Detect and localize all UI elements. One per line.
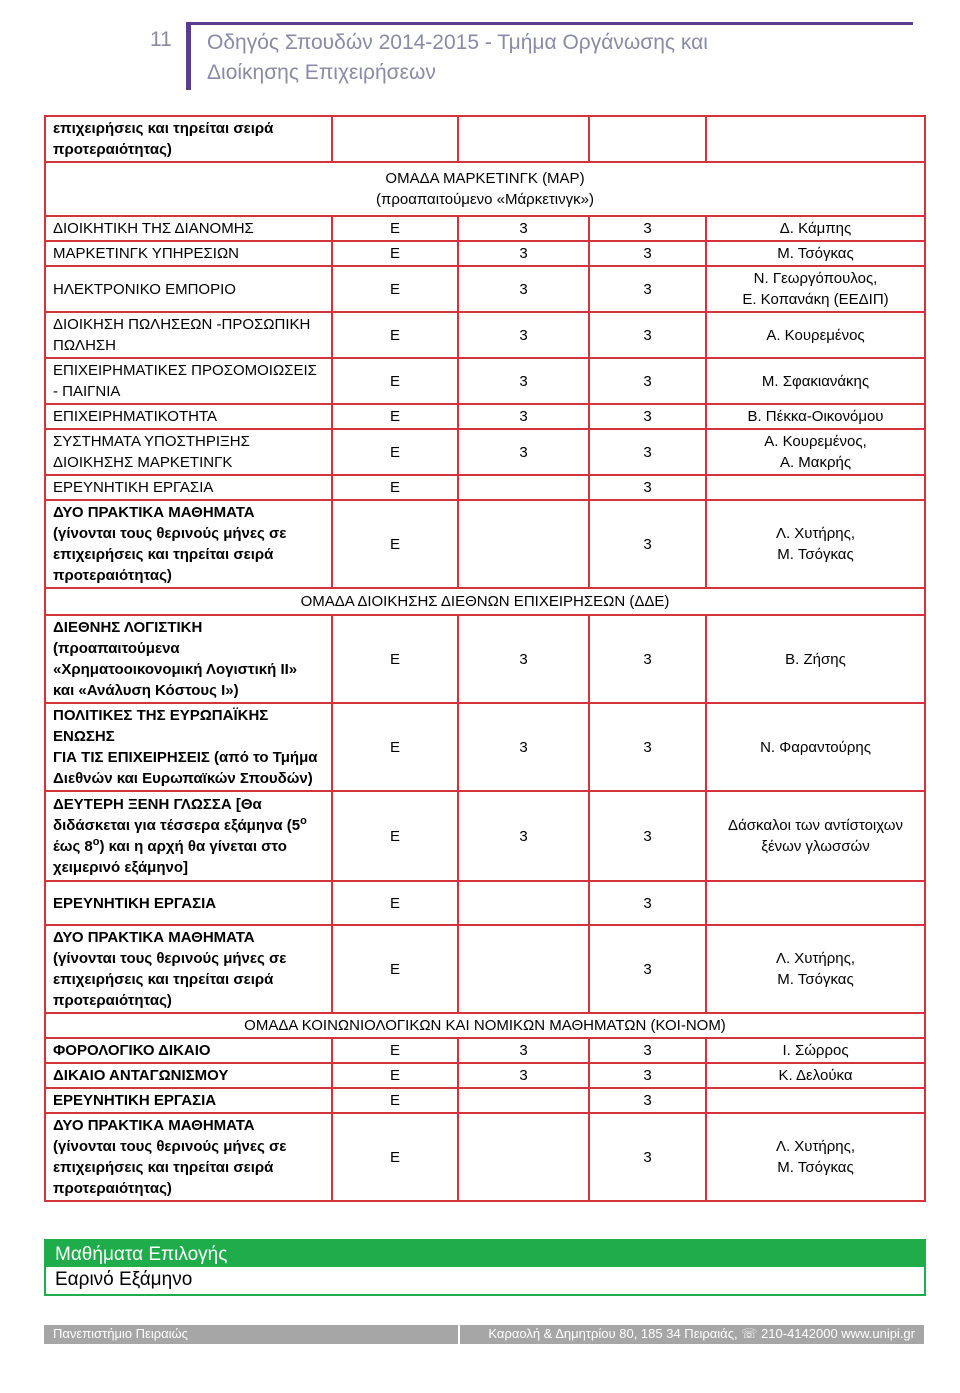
- course-name-line: [53, 836, 324, 857]
- empty-cell: [706, 116, 925, 162]
- teacher-name: Μ. Τσόγκας: [777, 1159, 854, 1176]
- teacher-name: Μ. Σφακιανάκης: [761, 372, 870, 390]
- course-teacher-cell: [706, 615, 925, 703]
- empty-cell: [332, 116, 458, 162]
- course-teacher-cell: [706, 925, 925, 1013]
- course-name-cell: [45, 1038, 332, 1063]
- footer-university: Πανεπιστήμιο Πειραιώς: [53, 1326, 188, 1341]
- course-ects: 3: [589, 925, 706, 1013]
- course-name-line: επιχειρήσεις και τηρείται σειρά: [53, 1159, 274, 1176]
- teacher-name: Ε. Κοπανάκη (ΕΕΔΙΠ): [742, 291, 889, 308]
- course-teacher-cell: [706, 1088, 925, 1113]
- course-row: [45, 615, 925, 703]
- teacher-name: Ν. Φαραντούρης: [760, 738, 871, 756]
- course-teacher-cell: [706, 500, 925, 588]
- course-ects: 3: [589, 241, 706, 266]
- course-ects: 3: [589, 1113, 706, 1201]
- course-name-line: ΣΥΣΤΗΜΑΤΑ ΥΠΟΣΤΗΡΙΞΗΣ: [53, 433, 250, 450]
- course-name-line: ΔΕΥΤΕΡΗ ΞΕΝΗ ΓΛΩΣΣΑ [Θα: [53, 796, 262, 813]
- course-name-line: (γίνονται τους θερινούς μήνες σε: [53, 525, 287, 542]
- course-hours: [458, 881, 589, 925]
- course-hours: 3: [458, 404, 589, 429]
- course-row: [45, 1088, 925, 1113]
- course-row: [45, 1113, 925, 1201]
- course-row: [45, 881, 925, 925]
- course-teacher-cell: [706, 216, 925, 241]
- course-name-line: επιχειρήσεις και τηρείται σειρά: [53, 120, 274, 137]
- course-type: Ε: [332, 1063, 458, 1088]
- course-hours: 3: [458, 1063, 589, 1088]
- superscript: ο: [92, 836, 100, 848]
- teacher-name: Α. Κουρεμένος: [766, 326, 865, 344]
- course-hours: 3: [458, 358, 589, 404]
- course-ects: 3: [589, 404, 706, 429]
- header-accent-bar: [186, 22, 191, 90]
- course-row: [45, 500, 925, 588]
- course-row: [45, 1038, 925, 1063]
- course-name-line: «Χρηματοοικονομική Λογιστική ΙΙ»: [53, 661, 298, 678]
- course-name-line: ΜΑΡΚΕΤΙΝΓΚ ΥΠΗΡΕΣΙΩΝ: [53, 245, 240, 262]
- course-hours: 3: [458, 791, 589, 881]
- course-name-line: επιχειρήσεις και τηρείται σειρά: [53, 971, 274, 988]
- page-footer: [44, 1325, 924, 1344]
- empty-cell: [589, 116, 706, 162]
- course-row: [45, 312, 925, 358]
- course-name-line: - ΠΑΙΓΝΙΑ: [53, 383, 121, 400]
- course-name-cell: [45, 216, 332, 241]
- course-name-line: [53, 815, 324, 836]
- text: έως 8: [53, 838, 93, 855]
- course-hours: 3: [458, 312, 589, 358]
- course-ects: 3: [589, 1038, 706, 1063]
- teacher-name: Κ. Δελούκα: [778, 1067, 853, 1084]
- course-ects: 3: [589, 358, 706, 404]
- course-name-line: (προαπαιτούμενα: [53, 640, 180, 657]
- course-type: Ε: [332, 1113, 458, 1201]
- course-ects: 3: [589, 1063, 706, 1088]
- course-ects: 3: [589, 615, 706, 703]
- course-type: Ε: [332, 266, 458, 312]
- course-teacher-cell: [706, 475, 925, 500]
- course-type: Ε: [332, 429, 458, 475]
- course-hours: [458, 925, 589, 1013]
- teacher-name: Ι. Σώρρος: [782, 1042, 849, 1059]
- teacher-name: Μ. Τσόγκας: [777, 245, 854, 262]
- course-teacher-cell: [706, 358, 925, 404]
- course-hours: 3: [458, 241, 589, 266]
- course-name-cell: [45, 791, 332, 881]
- course-name-line: ΕΠΙΧΕΙΡΗΜΑΤΙΚΕΣ ΠΡΟΣΟΜΟΙΩΣΕΙΣ: [53, 362, 317, 379]
- course-name-line: ΔΙΟΙΚΗΤΙΚΗ ΤΗΣ ΔΙΑΝΟΜΗΣ: [53, 220, 254, 237]
- course-name-line: ΔΙΕΘΝΗΣ ΛΟΓΙΣΤΙΚΗ: [53, 619, 203, 636]
- course-ects: 3: [589, 216, 706, 241]
- group-title: ΟΜΑΔΑ ΜΑΡΚΕΤΙΝΓΚ (ΜΑΡ): [385, 170, 585, 187]
- course-teacher-cell: [706, 266, 925, 312]
- course-name-line: ΔΥΟ ΠΡΑΚΤΙΚΑ ΜΑΘΗΜΑΤΑ: [53, 1117, 255, 1134]
- footer-separator: [458, 1325, 460, 1344]
- teacher-name: Λ. Χυτήρης,: [775, 1138, 856, 1155]
- course-name-cell: [45, 1113, 332, 1201]
- course-name-cell: [45, 429, 332, 475]
- course-row: [45, 703, 925, 791]
- course-name-line: προτεραιότητας): [53, 141, 172, 158]
- course-name-line: ΕΡΕΥΝΗΤΙΚΗ ΕΡΓΑΣΙΑ: [53, 479, 214, 496]
- course-name-line: ΕΡΕΥΝΗΤΙΚΗ ΕΡΓΑΣΙΑ: [53, 894, 217, 912]
- teacher-name: ξένων γλωσσών: [761, 838, 870, 855]
- course-name-cell: [45, 241, 332, 266]
- course-name-line: ΔΙΚΑΙΟ ΑΝΤΑΓΩΝΙΣΜΟΥ: [53, 1067, 229, 1084]
- course-name-line: ΔΙΟΙΚΗΣΗΣ ΜΑΡΚΕΤΙΝΓΚ: [53, 454, 233, 471]
- course-row: [45, 358, 925, 404]
- course-type: Ε: [332, 500, 458, 588]
- group-title: ΟΜΑΔΑ ΚΟΙΝΩΝΙΟΛΟΓΙΚΩΝ ΚΑΙ ΝΟΜΙΚΩΝ ΜΑΘΗΜΑΤΩΝ (ΚΟΙ-ΝΟΜ): [244, 1017, 726, 1034]
- teacher-name: Μ. Τσόγκας: [777, 546, 854, 563]
- header-title-line2: Διοίκησης Επιχειρήσεων: [207, 61, 436, 84]
- course-row-foreign-language: [45, 791, 925, 881]
- course-row: [45, 241, 925, 266]
- course-name-cell: [45, 925, 332, 1013]
- course-row: [45, 404, 925, 429]
- course-teacher-cell: [706, 241, 925, 266]
- course-teacher-cell: [706, 404, 925, 429]
- group-header: [45, 1013, 925, 1038]
- course-ects: 3: [589, 266, 706, 312]
- course-name-line: προτεραιότητας): [53, 992, 172, 1009]
- course-name-cell: [45, 358, 332, 404]
- course-type: Ε: [332, 216, 458, 241]
- course-hours: [458, 475, 589, 500]
- text: διδάσκεται για τέσσερα εξάμηνα (5: [53, 817, 301, 834]
- group-title: (προαπαιτούμενο «Μάρκετινγκ»): [376, 191, 594, 208]
- course-ects: 3: [589, 1088, 706, 1113]
- course-hours: [458, 1113, 589, 1201]
- course-name-line: και «Ανάλυση Κόστους Ι»): [53, 682, 239, 699]
- course-hours: 3: [458, 266, 589, 312]
- course-type: Ε: [332, 312, 458, 358]
- course-type: Ε: [332, 791, 458, 881]
- course-ects: 3: [589, 429, 706, 475]
- course-table-body: [45, 116, 925, 1201]
- course-name-line: ΠΩΛΗΣΗ: [53, 337, 117, 354]
- course-hours: 3: [458, 216, 589, 241]
- course-ects: 3: [589, 791, 706, 881]
- course-name-cell: [45, 703, 332, 791]
- course-name-cell: [45, 266, 332, 312]
- course-type: Ε: [332, 358, 458, 404]
- teacher-name: Μ. Τσόγκας: [777, 971, 854, 988]
- course-name-cell: [45, 615, 332, 703]
- course-name-line: ΕΡΕΥΝΗΤΙΚΗ ΕΡΓΑΣΙΑ: [53, 1092, 217, 1109]
- group-title: ΟΜΑΔΑ ΔΙΟΙΚΗΣΗΣ ΔΙΕΘΝΩΝ ΕΠΙΧΕΙΡΗΣΕΩΝ (ΔΔΕ): [300, 593, 670, 610]
- course-name-cell: [45, 881, 332, 925]
- header-title: [207, 28, 907, 88]
- course-hours: 3: [458, 1038, 589, 1063]
- course-type: Ε: [332, 241, 458, 266]
- header-title-line1: Οδηγός Σπουδών 2014-2015 - Τμήμα Οργάνωσης και: [207, 31, 708, 54]
- course-name-line: ΕΠΙΧΕΙΡΗΜΑΤΙΚΟΤΗΤΑ: [53, 408, 217, 425]
- course-hours: [458, 500, 589, 588]
- course-name-line: ΦΟΡΟΛΟΓΙΚΟ ΔΙΚΑΙΟ: [53, 1042, 211, 1059]
- course-ects: 3: [589, 475, 706, 500]
- course-type: Ε: [332, 475, 458, 500]
- course-row: [45, 925, 925, 1013]
- course-name-line: ΔΥΟ ΠΡΑΚΤΙΚΑ ΜΑΘΗΜΑΤΑ: [53, 929, 255, 946]
- course-teacher-cell: [706, 429, 925, 475]
- group-header-row: [45, 588, 925, 615]
- course-name-line: προτεραιότητας): [53, 1180, 172, 1197]
- teacher-name: Β. Ζήσης: [785, 650, 846, 668]
- course-teacher-cell: [706, 312, 925, 358]
- continuation-row: [45, 116, 925, 162]
- teacher-name: Λ. Χυτήρης,: [775, 950, 856, 967]
- course-teacher-cell: [706, 1038, 925, 1063]
- teacher-name: Δ. Κάμπης: [779, 220, 852, 237]
- course-row: [45, 429, 925, 475]
- course-name-line: ΗΛΕΚΤΡΟΝΙΚΟ ΕΜΠΟΡΙΟ: [53, 280, 236, 298]
- course-type: Ε: [332, 404, 458, 429]
- electives-semester-box: [44, 1267, 926, 1296]
- header-accent-line: [191, 22, 913, 25]
- empty-cell: [458, 116, 589, 162]
- course-hours: 3: [458, 429, 589, 475]
- course-ects: 3: [589, 500, 706, 588]
- page-number: 11: [150, 28, 172, 51]
- electives-title: Μαθήματα Επιλογής: [55, 1244, 228, 1265]
- course-name-line: Διεθνών και Ευρωπαϊκών Σπουδών): [53, 770, 313, 787]
- teacher-name: Α. Κουρεμένος,: [764, 433, 867, 450]
- course-name-cell: [45, 116, 332, 162]
- course-teacher-cell: [706, 1063, 925, 1088]
- course-name-line: επιχειρήσεις και τηρείται σειρά: [53, 546, 274, 563]
- course-hours: [458, 1088, 589, 1113]
- course-teacher-cell: [706, 1113, 925, 1201]
- course-teacher-cell: [706, 703, 925, 791]
- course-row: [45, 475, 925, 500]
- teacher-name: Ν. Γεωργόπουλος,: [753, 270, 878, 287]
- course-name-cell: [45, 475, 332, 500]
- teacher-name: Α. Μακρής: [779, 454, 852, 471]
- group-header-row: [45, 1013, 925, 1038]
- course-name-line: ΠΟΛΙΤΙΚΕΣ ΤΗΣ ΕΥΡΩΠΑΪΚΗΣ ΕΝΩΣΗΣ: [53, 707, 269, 745]
- teacher-name: Λ. Χυτήρης,: [775, 525, 856, 542]
- course-type: Ε: [332, 881, 458, 925]
- course-row: [45, 266, 925, 312]
- course-name-line: ΓΙΑ ΤΙΣ ΕΠΙΧΕΙΡΗΣΕΙΣ (από το Τμήμα: [53, 749, 318, 766]
- course-name-cell: [45, 1088, 332, 1113]
- course-table: [44, 115, 926, 1202]
- group-header-row: [45, 162, 925, 216]
- electives-semester: Εαρινό Εξάμηνο: [55, 1269, 193, 1290]
- teacher-name: Δάσκαλοι των αντίστοιχων: [728, 817, 903, 834]
- superscript: ο: [300, 815, 307, 827]
- course-type: Ε: [332, 615, 458, 703]
- course-name-line: (γίνονται τους θερινούς μήνες σε: [53, 1138, 287, 1155]
- course-type: Ε: [332, 703, 458, 791]
- course-name-line: χειμερινό εξάμηνο]: [53, 859, 189, 876]
- course-hours: 3: [458, 703, 589, 791]
- course-teacher-cell: [706, 791, 925, 881]
- course-type: Ε: [332, 1038, 458, 1063]
- course-name-cell: [45, 312, 332, 358]
- course-type: Ε: [332, 1088, 458, 1113]
- course-name-line: (γίνονται τους θερινούς μήνες σε: [53, 950, 287, 967]
- teacher-name: Β. Πέκκα-Οικονόμου: [747, 408, 884, 425]
- footer-contact: Καραολή & Δημητρίου 80, 185 34 Πειραιάς, ☏ 210-4142000 www.unipi.gr: [488, 1326, 915, 1341]
- course-type: Ε: [332, 925, 458, 1013]
- course-name-line: ΔΙΟΙΚΗΣΗ ΠΩΛΗΣΕΩΝ -ΠΡΟΣΩΠΙΚΗ: [53, 316, 311, 333]
- course-row: [45, 216, 925, 241]
- course-ects: 3: [589, 703, 706, 791]
- course-ects: 3: [589, 881, 706, 925]
- course-name-cell: [45, 500, 332, 588]
- course-name-line: προτεραιότητας): [53, 567, 172, 584]
- course-name-cell: [45, 404, 332, 429]
- group-header: [45, 588, 925, 615]
- course-row: [45, 1063, 925, 1088]
- course-hours: 3: [458, 615, 589, 703]
- course-name-cell: [45, 1063, 332, 1088]
- course-teacher-cell: [706, 881, 925, 925]
- course-ects: 3: [589, 312, 706, 358]
- group-header: [45, 162, 925, 216]
- text: ) και η αρχή θα γίνεται στο: [99, 838, 287, 855]
- course-name-line: ΔΥΟ ΠΡΑΚΤΙΚΑ ΜΑΘΗΜΑΤΑ: [53, 504, 255, 521]
